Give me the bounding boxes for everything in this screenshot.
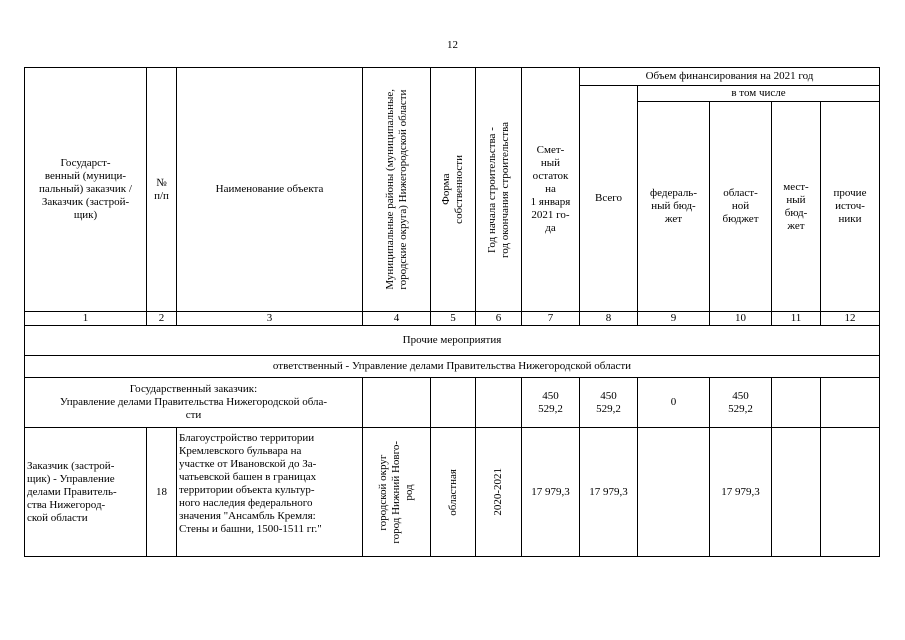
object-years-text: 2020-2021 [492,468,504,516]
object-name: Благоустройство территории Кремлевского бульвара на участке от Ивановской до За- чатьевской башен в границах территории объекта культур- ного наследия федерального значения "Ансамбль Кремля: Стены и башни, 1500-1511 гг." [177,428,363,557]
object-estimate-balance: 17 979,3 [522,428,580,557]
column-number: 5 [431,312,476,326]
object-regional: 17 979,3 [710,428,772,557]
page-number: 12 [447,39,458,51]
header-including: в том числе [638,86,880,102]
column-number: 6 [476,312,522,326]
header-funding-group: Объем финансирования на 2021 год [580,68,880,86]
header-other: прочие источ- ники [821,102,880,312]
header-regional: област- ной бюджет [710,102,772,312]
header-estimate-balance: Смет- ный остаток на 1 января 2021 го- да [522,68,580,312]
responsible-row [25,356,880,378]
summary-ownership [431,378,476,428]
summary-municipality [363,378,431,428]
header-customer: Государст- венный (муници- пальный) заказчик / Заказчик (застрой- щик) [25,68,147,312]
section-title-row [25,326,880,356]
column-number: 12 [821,312,880,326]
header-years-text: Год начала строительства - год окончания строительства [485,121,511,258]
summary-years [476,378,522,428]
header-object-name: Наименование объекта [177,68,363,312]
object-years [476,428,522,557]
section-title: Прочие мероприятия [25,326,880,356]
column-number: 7 [522,312,580,326]
header-row-1 [25,68,880,86]
header-ownership-text: Форма собственности [440,155,465,224]
header-ownership [431,68,476,312]
column-number: 8 [580,312,638,326]
object-federal [638,428,710,557]
summary-row [25,378,880,428]
object-local [772,428,821,557]
object-number: 18 [147,428,177,557]
object-row [25,428,880,557]
column-number: 9 [638,312,710,326]
object-municipality [363,428,431,557]
financing-table [24,67,880,557]
responsible-text: ответственный - Управление делами Правительства Нижегородской области [25,356,880,378]
column-number: 3 [177,312,363,326]
header-municipality [363,68,431,312]
header-years [476,68,522,312]
header-federal: федераль- ный бюд- жет [638,102,710,312]
column-number: 2 [147,312,177,326]
header-local: мест- ный бюд- жет [772,102,821,312]
summary-local [772,378,821,428]
summary-estimate-balance: 450 529,2 [522,378,580,428]
summary-customer: Государственный заказчик: Управление делами Правительства Нижегородской обла- сти [25,378,363,428]
object-other [821,428,880,557]
column-number: 4 [363,312,431,326]
summary-other [821,378,880,428]
column-number: 10 [710,312,772,326]
header-municipality-text: Муниципальные районы (муниципальные, городские округа) Нижегородской области [383,89,409,290]
header-total: Всего [580,86,638,312]
summary-total: 450 529,2 [580,378,638,428]
header-number: № п/п [147,68,177,312]
column-number-row [25,312,880,326]
object-municipality-text: городской округ город Нижний Новго- род [377,440,415,544]
object-total: 17 979,3 [580,428,638,557]
column-number: 1 [25,312,147,326]
column-number: 11 [772,312,821,326]
object-ownership-text: областная [446,468,459,516]
summary-regional: 450 529,2 [710,378,772,428]
object-ownership [431,428,476,557]
object-customer: Заказчик (застрой- щик) - Управление делами Правитель- ства Нижегород- ской области [25,428,147,557]
summary-federal: 0 [638,378,710,428]
